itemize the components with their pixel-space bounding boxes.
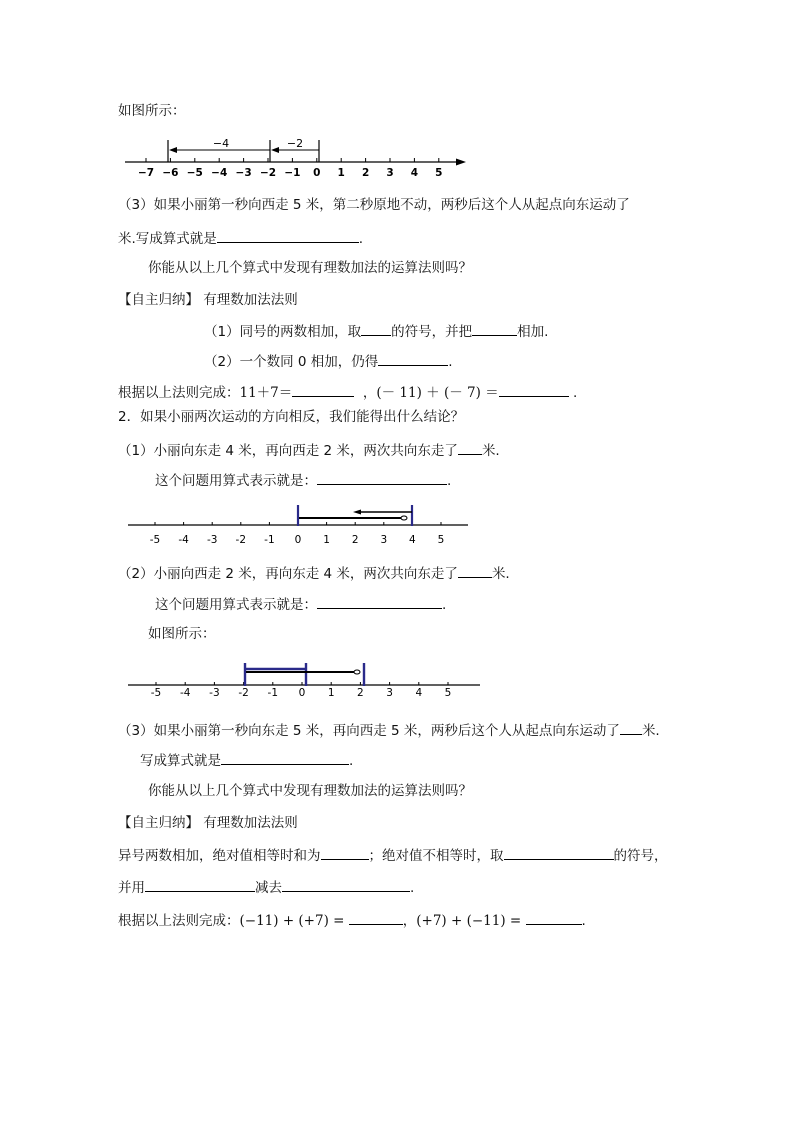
tick-label: −7 — [137, 167, 155, 179]
answer-blank[interactable] — [458, 563, 492, 578]
answer-blank[interactable] — [361, 321, 391, 336]
apply-2: 根据以上法则完成：(−11) + (+7) = ，(+7) + (−11) = . — [118, 910, 586, 931]
tick-label: −1 — [284, 167, 301, 179]
question-3: （3）如果小丽第一秒向东走 5 米，再向西走 5 米，两秒后这个人从起点向东运动了 米. — [118, 720, 660, 741]
tick-label: 3 — [386, 687, 393, 699]
answer-blank[interactable] — [349, 910, 403, 925]
section-2-heading: 2．如果小丽两次运动的方向相反，我们能得出什么结论？ — [118, 409, 465, 425]
answer-blank[interactable] — [526, 910, 582, 925]
rule-4: 并用 减去 . — [118, 877, 414, 898]
answer-blank[interactable] — [317, 470, 447, 485]
tick-label: 2 — [351, 534, 359, 546]
rule-2: （2）一个数同 0 相加，仍得 . — [204, 351, 453, 372]
question-1-expression: 这个问题用算式表示就是： . — [155, 470, 451, 491]
tick-label: 2 — [357, 687, 364, 699]
rule-3: 异号两数相加，绝对值相等时和为 ；绝对值不相等时，取 的符号， — [118, 845, 668, 866]
tick-label: 5 — [444, 687, 452, 699]
tick-label: −6 — [162, 167, 179, 179]
summary-title: 【自主归纳】 有理数加法法则 — [118, 815, 298, 831]
tick-label: -3 — [206, 534, 218, 546]
answer-blank[interactable] — [458, 440, 482, 455]
number-line-2 — [125, 500, 475, 550]
answer-blank[interactable] — [504, 845, 614, 860]
question-3-expression: 写成算式就是 . — [140, 750, 353, 771]
tick-label: 1 — [323, 534, 330, 546]
apply-1: 根据以上法则完成：11＋7＝ ，(－ 11) ＋ (－ 7) ＝ . — [118, 382, 577, 403]
tick-label: 1 — [327, 687, 335, 699]
tick-label: 2 — [361, 167, 370, 179]
tick-label: -5 — [150, 687, 162, 699]
answer-blank[interactable] — [472, 321, 517, 336]
tick-label: −2 — [259, 167, 277, 179]
answer-blank[interactable] — [620, 720, 642, 735]
tick-label: -4 — [179, 687, 191, 699]
tick-label: 3 — [386, 167, 394, 179]
tick-label: 1 — [337, 167, 345, 179]
question-1: （1）小丽向东走 4 米，再向西走 2 米，两次共向东走了 米. — [118, 440, 500, 461]
figure-caption: 如图所示： — [148, 626, 216, 642]
tick-label: -1 — [267, 687, 279, 699]
tick-label: 4 — [410, 167, 419, 179]
tick-label: 3 — [380, 534, 388, 546]
question-2: （2）小丽向西走 2 米，再向东走 4 米，两次共向东走了 米. — [118, 563, 510, 584]
answer-blank[interactable] — [317, 594, 442, 609]
answer-blank[interactable] — [321, 845, 369, 860]
answer-blank[interactable] — [145, 877, 255, 892]
tick-label: 5 — [437, 534, 445, 546]
tick-label: -4 — [178, 534, 189, 546]
tick-label: 0 — [298, 687, 306, 699]
answer-blank[interactable] — [499, 382, 569, 397]
tick-label: −4 — [211, 167, 228, 179]
tick-label: -3 — [209, 687, 220, 699]
tick-label: −3 — [235, 167, 252, 179]
number-line-3 — [125, 658, 485, 704]
tick-label: -2 — [235, 534, 247, 546]
tick-label: -1 — [264, 534, 275, 546]
question-2-expression: 这个问题用算式表示就是： . — [155, 594, 446, 615]
question: 你能从以上几个算式中发现有理数加法的运算法则吗？ — [148, 260, 472, 276]
tick-label: -5 — [149, 534, 161, 546]
arrow-label-minus2: −2 — [286, 137, 304, 150]
tick-label: 0 — [294, 534, 302, 546]
arrow-label-minus4: −4 — [212, 137, 230, 150]
paragraph-3-line2: 米.写成算式就是 . — [118, 228, 363, 249]
tick-label: 4 — [415, 687, 423, 699]
answer-blank[interactable] — [217, 228, 359, 243]
answer-blank[interactable] — [282, 877, 410, 892]
tick-label: 0 — [313, 167, 321, 179]
answer-blank[interactable] — [221, 750, 349, 765]
question: 你能从以上几个算式中发现有理数加法的运算法则吗？ — [148, 783, 472, 799]
rule-1: （1）同号的两数相加，取 的符号，并把 相加. — [204, 321, 548, 342]
summary-title: 【自主归纳】 有理数加法法则 — [118, 292, 298, 308]
tick-label: 5 — [435, 167, 443, 179]
answer-blank[interactable] — [292, 382, 354, 397]
figure-caption: 如图所示： — [118, 103, 186, 119]
tick-label: 4 — [409, 534, 416, 546]
tick-label: −5 — [186, 167, 203, 179]
paragraph-3: （3）如果小丽第一秒向西走 5 米，第二秒原地不动，两秒后这个人从起点向东运动了 — [118, 197, 630, 213]
answer-blank[interactable] — [378, 351, 448, 366]
number-line-1 — [120, 130, 470, 182]
tick-label: -2 — [238, 687, 249, 699]
